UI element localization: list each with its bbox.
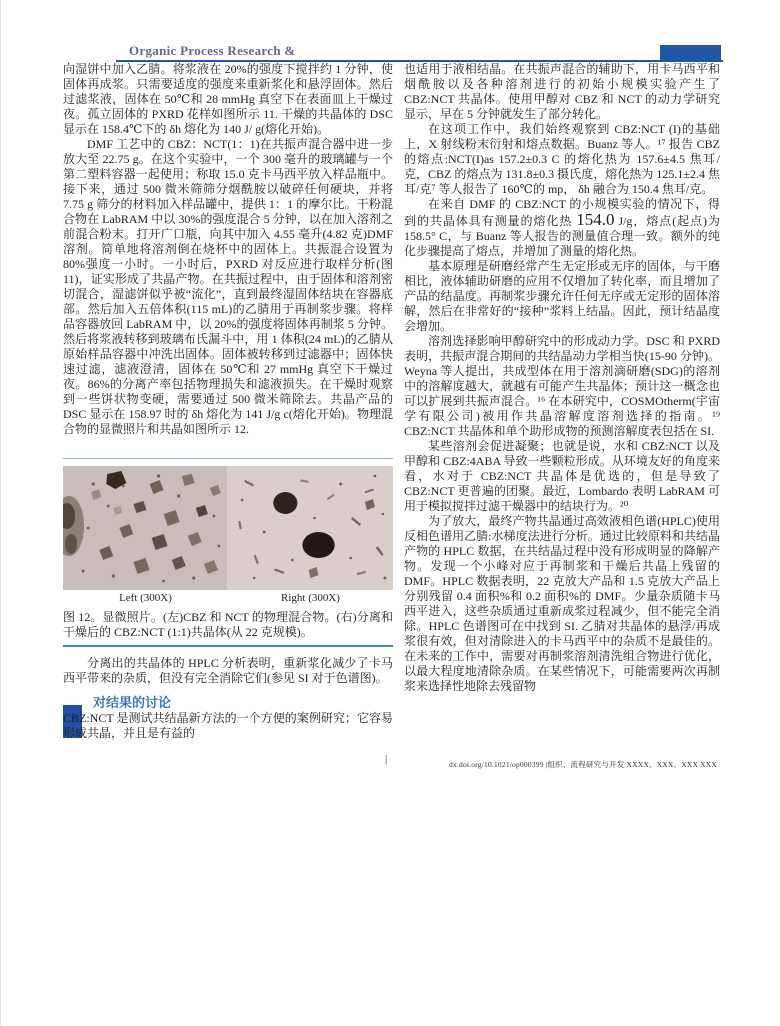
paragraph: CBZ:NCT 是测试共结晶新方法的一个方便的案例研究；它容易形成共晶，并且是有益的 (63, 711, 393, 740)
paragraph: 也适用于液相结晶。在共振声混合的辅助下，用卡马西平和烟酰胺以及各种溶剂进行的初始小规模实验产生了 CBZ:NCT 共晶体。使用甲醇对 CBZ 和 NCT 的动力学研究显示，早在 5 分钟就发生了部分转化。 (404, 62, 720, 121)
page-mark: | (385, 753, 388, 765)
left-column (63, 62, 393, 458)
enthalpy-value: 154.0 (576, 210, 615, 229)
header-accent-box (660, 45, 721, 62)
figure-12 (63, 458, 393, 647)
paragraph: DMF 工艺中的 CBZ：NCT(1：1)在共振声混合器中进一步放大至 22.75 g。在这个实验中，一个 300 毫升的玻璃罐与一个第二塑料容器一起使用；称取 15.0 克卡马西平放入样品瓶中。接下来，通过 500 微米筛筛分烟酰胺以破碎任何硬块，并将 7.75 g 筛分的材料加入样品罐中，提供 1：1 的摩尔比。干粉混合物在 LabRAM 中以 30%的强度混合 5 分钟，以在加入溶剂之前混合粉末。打开广口瓶，向其中加入 4.55 毫升(4.82 克)DMF 溶剂。简单地将溶剂倒在烧杯中的固体上。共振混合设置为 80%强度一小时。一小时后，PXRD 对反应进行取样分析(图 11)，证实形成了共晶产物。在共振过程中，由于固体和溶剂密切混合，湿滤饼似乎被“流化”，直到最终湿固体结块在容器底部。然后加入五倍体积(115 mL)的乙腈用于再制浆步骤。将样品容器放回 LabRAM 中，以 20%的强度将固体再制浆 5 分钟。然后将浆液转移到玻璃布氏漏斗中，用 1 体积(24 mL)的乙腈从原始样品容器中冲洗出固体。固体被转移到过滤器中；固体快速过滤，滤液澄清，固体在 50℃和 27 mmHg 真空下干燥过夜。86%的分离产率包括物理损失和滤液损失。在干燥时观察到一些饼状物变硬，需要通过 500 微米筛除去。共晶产品的 DSC 显示在 158.97 时的 δh 熔化为 141 J/g c(熔化开始)。物理混合物的显微照片和共晶如图所示 12. (63, 137, 393, 436)
figure-bottom-rule (63, 645, 393, 647)
paragraph: 溶剂选择影响甲醇研究中的形成动力学。DSC 和 PXRD 表明，共振声混合期间的共结晶动力学相当快(15-90 分钟)。Weyna 等人提出，共成型体在用于溶剂滴研磨(SDG)的溶剂中的溶解度越大，就越有可能产生共晶体；预计这一概念也可以扩展到共振声混合。¹⁶ 在本研究中，COSMOtherm(宇宙学有限公司)被用作共晶溶解度溶剂选择的指南。¹⁹ CBZ:NCT 共晶体和单个助形成物的预测溶解度表包括在 SI. (404, 334, 720, 438)
paragraph: 基本原理是研磨经常产生无定形或无序的固体，与干磨相比，液体辅助研磨的应用不仅增加了转化率，而且增加了产品的结晶度。再制浆步骤允许任何无序或无定形的固体溶解，然后在非常好的“接种”浆料上结晶。因此，预计结晶度会增加。 (404, 259, 720, 333)
paragraph (404, 197, 720, 259)
paragraph-text: J/g，熔点(起点)为 158.5° C，与 Buanz 等人报告的测量值合理一致。额外的纯化步骤提高了熔点，并增加了测量的熔化热。 (404, 214, 720, 258)
left-column-bottom (63, 656, 393, 741)
micrograph-left (63, 466, 227, 590)
footer-doi: dx.doi.org/10.1021/op000399 |组织、流程研究与开发 XXXX、XXX、XXX XXX (449, 760, 717, 769)
right-column (404, 62, 720, 694)
figure-right-label: Right (300X) (281, 592, 340, 604)
micrograph-right (227, 466, 393, 590)
figure-top-rule (63, 458, 393, 459)
paragraph: 分离出的共晶体的 HPLC 分析表明，重新浆化减少了卡马西平带来的杂质，但没有完全消除它们(参见 SI 对于色谱图)。 (63, 656, 393, 685)
paragraph: 在这项工作中，我们始终观察到 CBZ:NCT (I)的基础上，X 射线粉末衍射和熔点数据。Buanz 等人。¹⁷ 报告 CBZ 的熔点:NCT(I)as 157.2±0.3 C 的熔化热为 157.6±4.5 焦耳/克，CBZ 的熔点为 131.8±0.3 摄氏度，熔化热为 125.1±2.4 焦耳/克⁷ 等人报告了 160℃的 mp， δh 融合为 150.4 焦耳/克。 (404, 122, 720, 196)
journal-title-text: Organic Process Research & (129, 46, 296, 58)
figure-left-label: Left (300X) (119, 592, 172, 604)
journal-title (129, 46, 296, 59)
section-heading: 对结果的讨论 (93, 695, 172, 710)
paragraph-text: 在来自 DMF 的 CBZ:NCT 的小规模实验的情况下，得到的共晶体具有测量的熔化热 (404, 197, 720, 228)
figure-caption: 图 12。显微照片。(左)CBZ 和 NCT 的物理混合物。(右)分离和干燥后的 CBZ:NCT (1:1)共晶体(从 22 克规模)。 (63, 610, 393, 639)
micrograph-figure (63, 466, 393, 590)
paragraph: 某些溶剂会促进凝聚；也就是说，水和 CBZ:NCT 以及甲醇和 CBZ:4ABA 导致一些颗粒形成。从环境友好的角度来看，水对于 CBZ:NCT 共晶体是优选的，但是导致了 CBZ:NCT 更普遍的团聚。最近，Lombardo 表明 LabRAM 可用于模拟搅拌过滤干燥器中的结块行为。²⁰ (404, 439, 720, 513)
paragraph: 向湿饼中加入乙腈。将浆液在 20%的强度下搅拌约 1 分钟，使固体再成浆。只需要适度的强度来重新浆化和悬浮固体。然后过滤浆液，固体在 50℃和 28 mmHg 真空下在表面皿上干燥过夜。孤立固体的 PXRD 花样如图所示 11. 干燥的共晶体的 DSC 显示在 158.4℃下的 δh 熔化为 140 J/ g(熔化开始)。 (63, 62, 393, 136)
paragraph: 为了放大，最终产物共晶通过高效液相色谱(HPLC)使用反相色谱用乙腈:水梯度法进行分析。通过比较原料和共结晶产物的 HPLC 数据，在共结晶过程中没有形成明显的降解产物。发现一个小峰对应于再制浆和干燥后共晶上残留的 DMF。HPLC 数据表明，22 克放大产品和 1.5 克放大产品上分别残留 0.4 面积%和 0.2 面积%的 DMF。少量杂质随卡马西平进入，这些杂质通过重新成浆过程减少，但不能完全消除。HPLC 色谱图可在中找到 SI. 乙腈对共晶体的悬浮/再成浆很有效，但对清除进入的卡马西平中的杂质不是最佳的。在未来的工作中，需要对再制浆溶剂清洗组合物进行优化，以最大程度地清除杂质。在某些情况下，可能需要两次再制浆来选择性地除去残留物 (404, 514, 720, 693)
figure-panel-labels (63, 592, 393, 604)
